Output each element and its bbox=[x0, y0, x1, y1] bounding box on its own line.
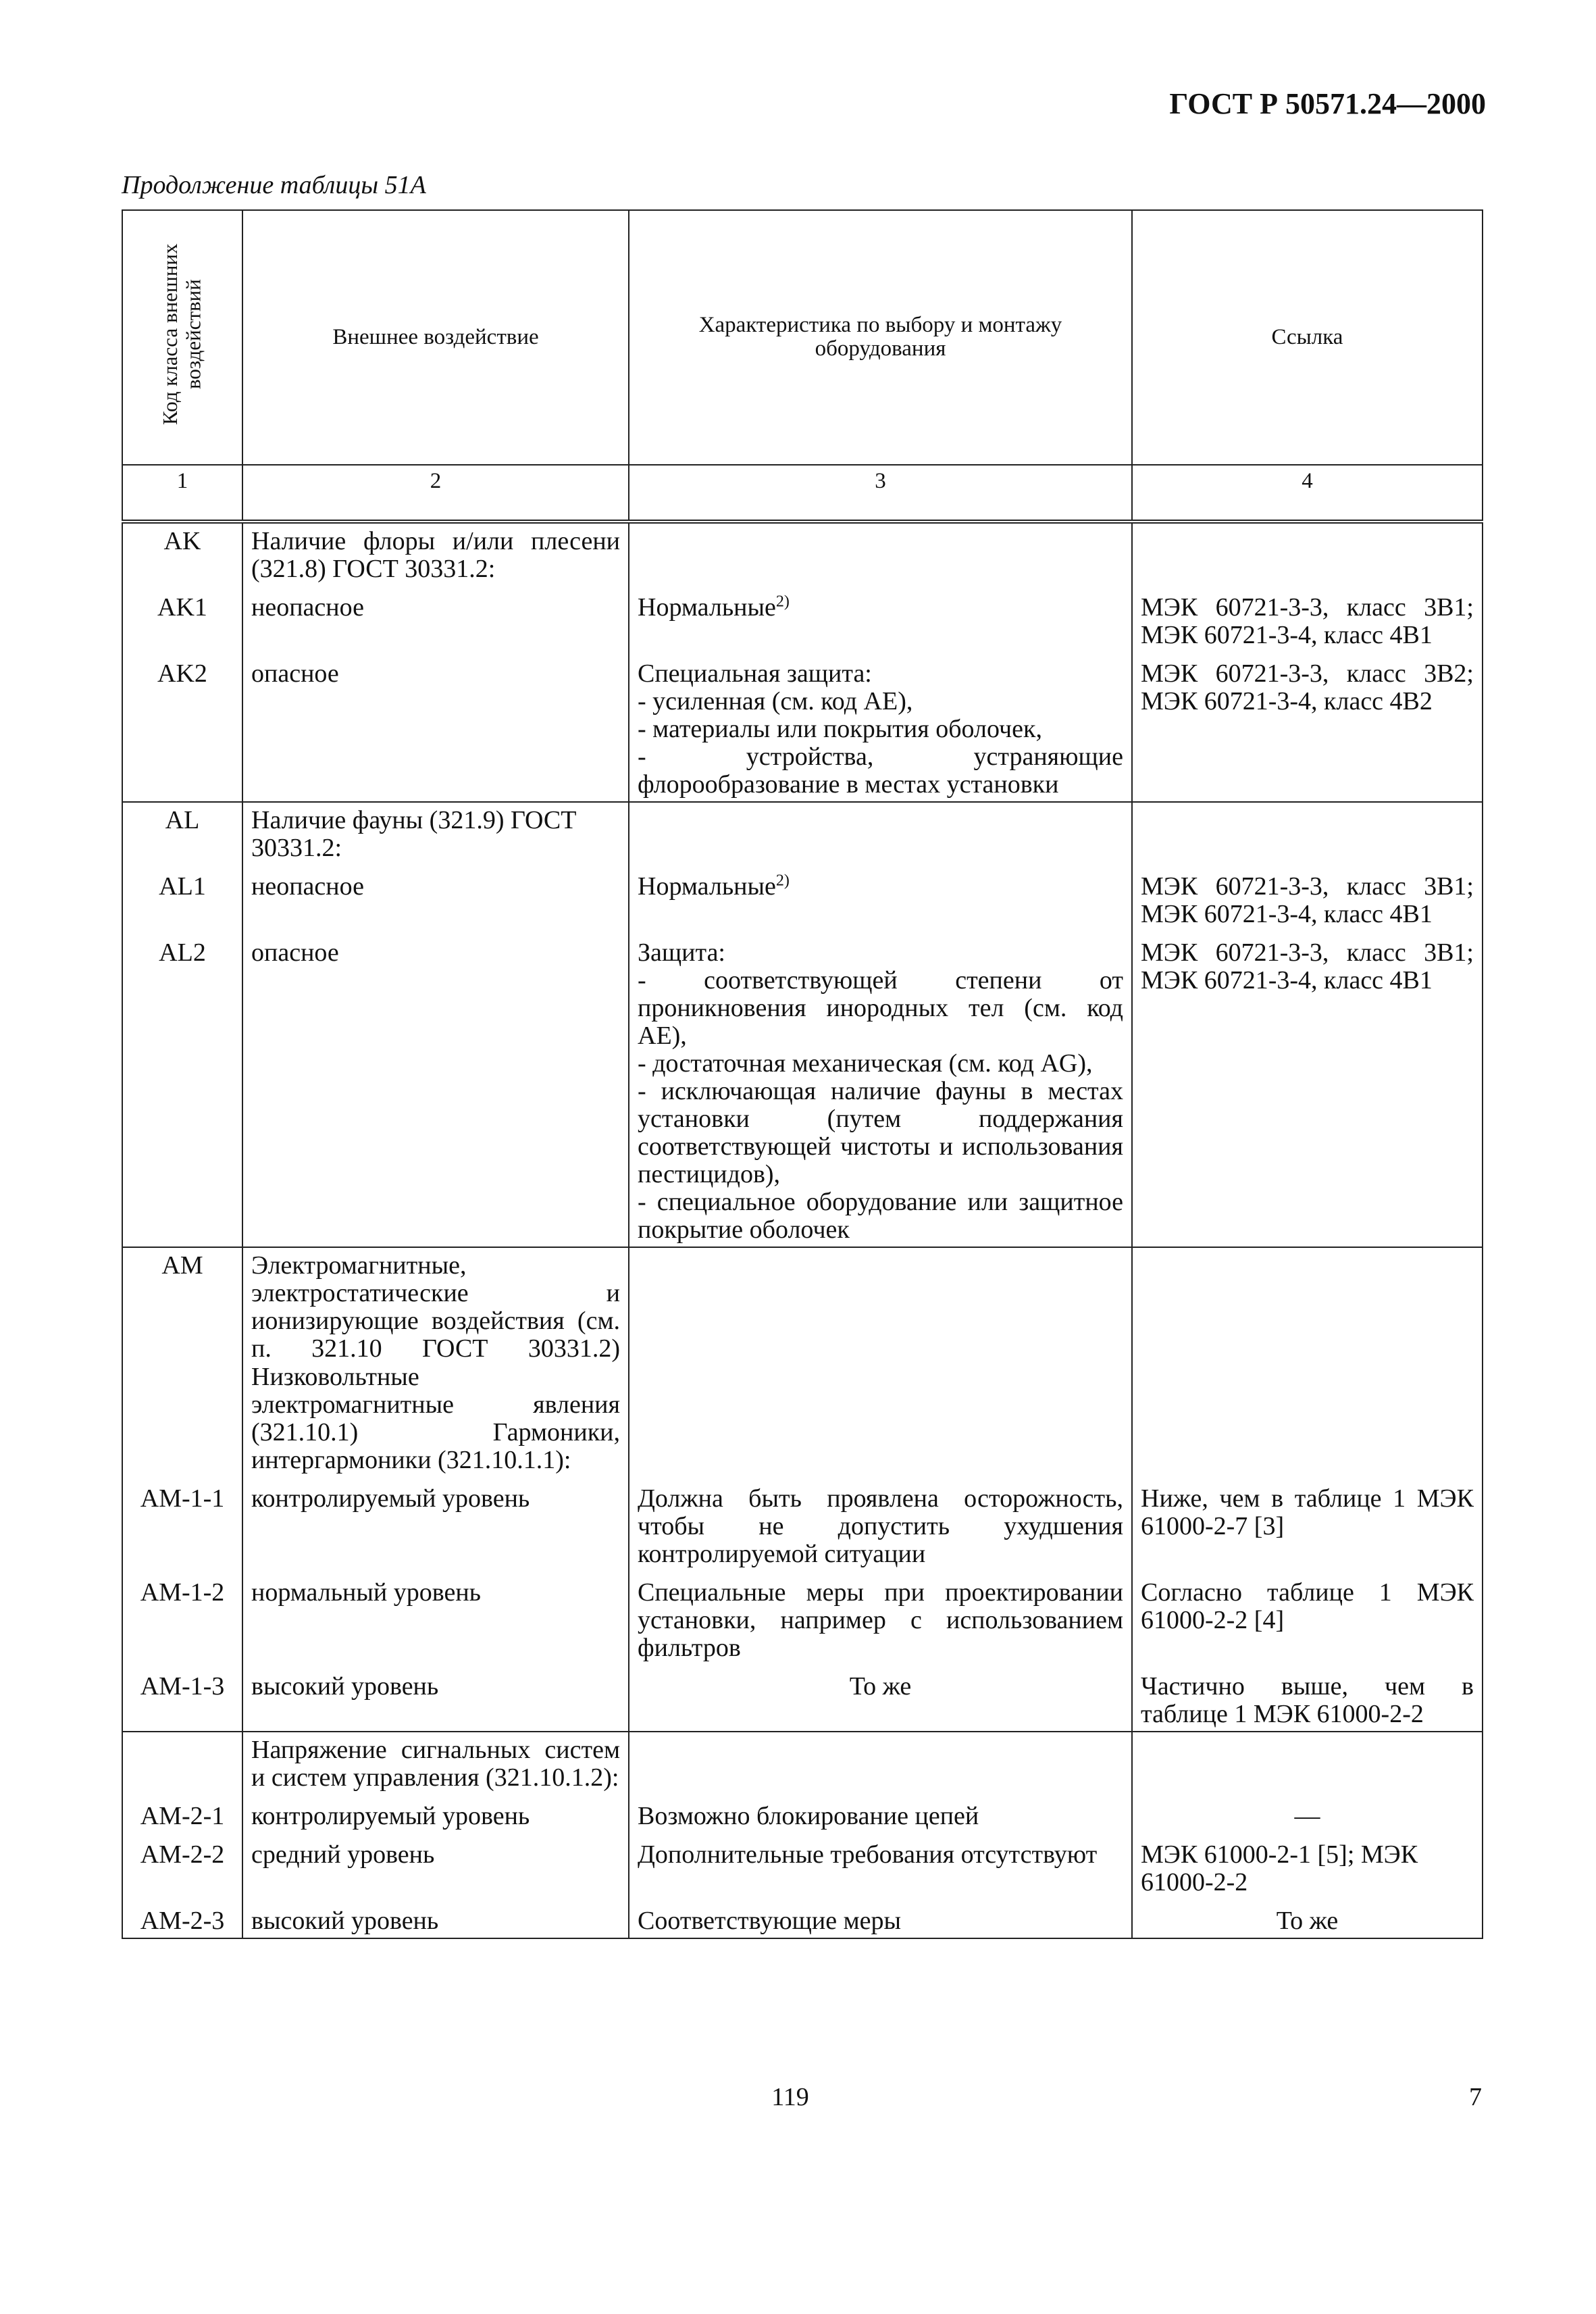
row-code: AL bbox=[122, 802, 242, 865]
column-numbers-row bbox=[122, 465, 1483, 522]
sheet-number: 7 bbox=[1469, 2083, 1482, 2111]
table-header-row bbox=[122, 210, 1483, 465]
row-characteristic: Возможно блокирование цепей bbox=[629, 1794, 1132, 1833]
table-caption: Продолжение таблицы 51А bbox=[122, 171, 426, 199]
row-code bbox=[122, 1732, 242, 1794]
row-reference: Согласно таблице 1 МЭК 61000-2-2 [4] bbox=[1132, 1571, 1483, 1665]
row-characteristic: Нормальные$^{2)}$ bbox=[629, 586, 1132, 652]
row-influence: Электромагнитные, электростатические и ионизирующие воздействия (см. п. 321.10 ГОСТ 30331.2) Низковольтные электромагнитные явления (321.10.1) Гармоники, интергармоники (321.10.1.1): bbox=[242, 1247, 629, 1476]
row-reference: МЭК 60721-3-3, класс 3B1; МЭК 60721-3-4, класс 4B1 bbox=[1132, 865, 1483, 931]
row-influence: неопасное bbox=[242, 865, 629, 931]
col-number: 2 bbox=[242, 465, 629, 522]
row-code: AK2 bbox=[122, 652, 242, 802]
row-influence: высокий уровень bbox=[242, 1665, 629, 1732]
row-reference: МЭК 60721-3-3, класс 3B2; МЭК 60721-3-4, класс 4B2 bbox=[1132, 652, 1483, 802]
row-code: AK1 bbox=[122, 586, 242, 652]
row-influence: опасное bbox=[242, 652, 629, 802]
header-reference: Ссылка bbox=[1132, 210, 1483, 465]
col-number: 1 bbox=[122, 465, 242, 522]
row-code: AM-1-2 bbox=[122, 1571, 242, 1665]
row-influence: Наличие флоры и/или плесени (321.8) ГОСТ 30331.2: bbox=[242, 522, 629, 586]
header-code: Код класса внешних воздействий bbox=[122, 210, 242, 465]
table-row bbox=[122, 652, 1483, 802]
row-reference: Частично выше, чем в таблице 1 МЭК 61000-2-2 bbox=[1132, 1665, 1483, 1732]
row-reference bbox=[1132, 1732, 1483, 1794]
header-influence: Внешнее воздействие bbox=[242, 210, 629, 465]
row-characteristic: То же bbox=[629, 1665, 1132, 1732]
row-reference bbox=[1132, 1247, 1483, 1476]
row-influence: контролируемый уровень bbox=[242, 1477, 629, 1571]
row-reference: МЭК 61000-2-1 [5]; МЭК 61000-2-2 bbox=[1132, 1833, 1483, 1899]
influences-table bbox=[122, 209, 1483, 1939]
row-influence: контролируемый уровень bbox=[242, 1794, 629, 1833]
row-reference bbox=[1132, 522, 1483, 586]
row-reference: Ниже, чем в таблице 1 МЭК 61000-2-7 [3] bbox=[1132, 1477, 1483, 1571]
row-characteristic: Должна быть проявлена осторожность, чтобы не допустить ухудшения контролируемой ситуации bbox=[629, 1477, 1132, 1571]
table-row bbox=[122, 1732, 1483, 1794]
row-reference: МЭК 60721-3-3, класс 3B1; МЭК 60721-3-4, класс 4B1 bbox=[1132, 931, 1483, 1247]
row-influence: Наличие фауны (321.9) ГОСТ 30331.2: bbox=[242, 802, 629, 865]
row-code: AM-2-3 bbox=[122, 1899, 242, 1938]
row-characteristic: Специальные меры при проектировании установки, например с использованием фильтров bbox=[629, 1571, 1132, 1665]
footnote-mark: 2) bbox=[775, 872, 790, 890]
table-row bbox=[122, 1833, 1483, 1899]
row-characteristic: Нормальные$^{2)}$ bbox=[629, 865, 1132, 931]
table-row bbox=[122, 1899, 1483, 1938]
row-code: AM-2-2 bbox=[122, 1833, 242, 1899]
row-code: AL1 bbox=[122, 865, 242, 931]
table-row bbox=[122, 1665, 1483, 1732]
table-row bbox=[122, 1247, 1483, 1476]
row-influence: неопасное bbox=[242, 586, 629, 652]
row-characteristic: Дополнительные требования отсутствуют bbox=[629, 1833, 1132, 1899]
table-row bbox=[122, 586, 1483, 652]
row-reference: МЭК 60721-3-3, класс 3B1; МЭК 60721-3-4, класс 4B1 bbox=[1132, 586, 1483, 652]
row-influence: Напряжение сигнальных систем и систем управления (321.10.1.2): bbox=[242, 1732, 629, 1794]
table-row bbox=[122, 522, 1483, 586]
row-reference: То же bbox=[1132, 1899, 1483, 1938]
table-row bbox=[122, 931, 1483, 1247]
page-number: 119 bbox=[771, 2083, 809, 2111]
row-code: AL2 bbox=[122, 931, 242, 1247]
row-characteristic: Защита: - соответствующей степени от проникновения инородных тел (см. код AE), - достаточная механическая (см. код AG), - исключающая наличие фауны в местах установки (путем поддержания соответствующей чистоты и использования пестицидов), - специальное оборудование или защитное покрытие оболочек bbox=[629, 931, 1132, 1247]
row-characteristic: Соответствующие меры bbox=[629, 1899, 1132, 1938]
row-characteristic bbox=[629, 1732, 1132, 1794]
row-characteristic bbox=[629, 1247, 1132, 1476]
table-row bbox=[122, 1477, 1483, 1571]
table-row bbox=[122, 1794, 1483, 1833]
row-code: AM-1-3 bbox=[122, 1665, 242, 1732]
row-characteristic bbox=[629, 522, 1132, 586]
row-code: AM-1-1 bbox=[122, 1477, 242, 1571]
row-influence: высокий уровень bbox=[242, 1899, 629, 1938]
document-code: ГОСТ Р 50571.24—2000 bbox=[1169, 87, 1486, 120]
table-row bbox=[122, 865, 1483, 931]
footnote-mark: 2) bbox=[775, 593, 790, 611]
row-influence: средний уровень bbox=[242, 1833, 629, 1899]
row-reference: — bbox=[1132, 1794, 1483, 1833]
row-influence: опасное bbox=[242, 931, 629, 1247]
row-reference bbox=[1132, 802, 1483, 865]
row-characteristic: Специальная защита: - усиленная (см. код AE), - материалы или покрытия оболочек, - устройства, устраняющие флорообразование в местах установки bbox=[629, 652, 1132, 802]
row-code: AK bbox=[122, 522, 242, 586]
table-row bbox=[122, 802, 1483, 865]
row-code: AM bbox=[122, 1247, 242, 1476]
row-characteristic bbox=[629, 802, 1132, 865]
table-row bbox=[122, 1571, 1483, 1665]
row-code: AM-2-1 bbox=[122, 1794, 242, 1833]
row-influence: нормальный уровень bbox=[242, 1571, 629, 1665]
col-number: 3 bbox=[629, 465, 1132, 522]
header-characteristic: Характеристика по выбору и монтажу оборудования bbox=[629, 210, 1132, 465]
col-number: 4 bbox=[1132, 465, 1483, 522]
